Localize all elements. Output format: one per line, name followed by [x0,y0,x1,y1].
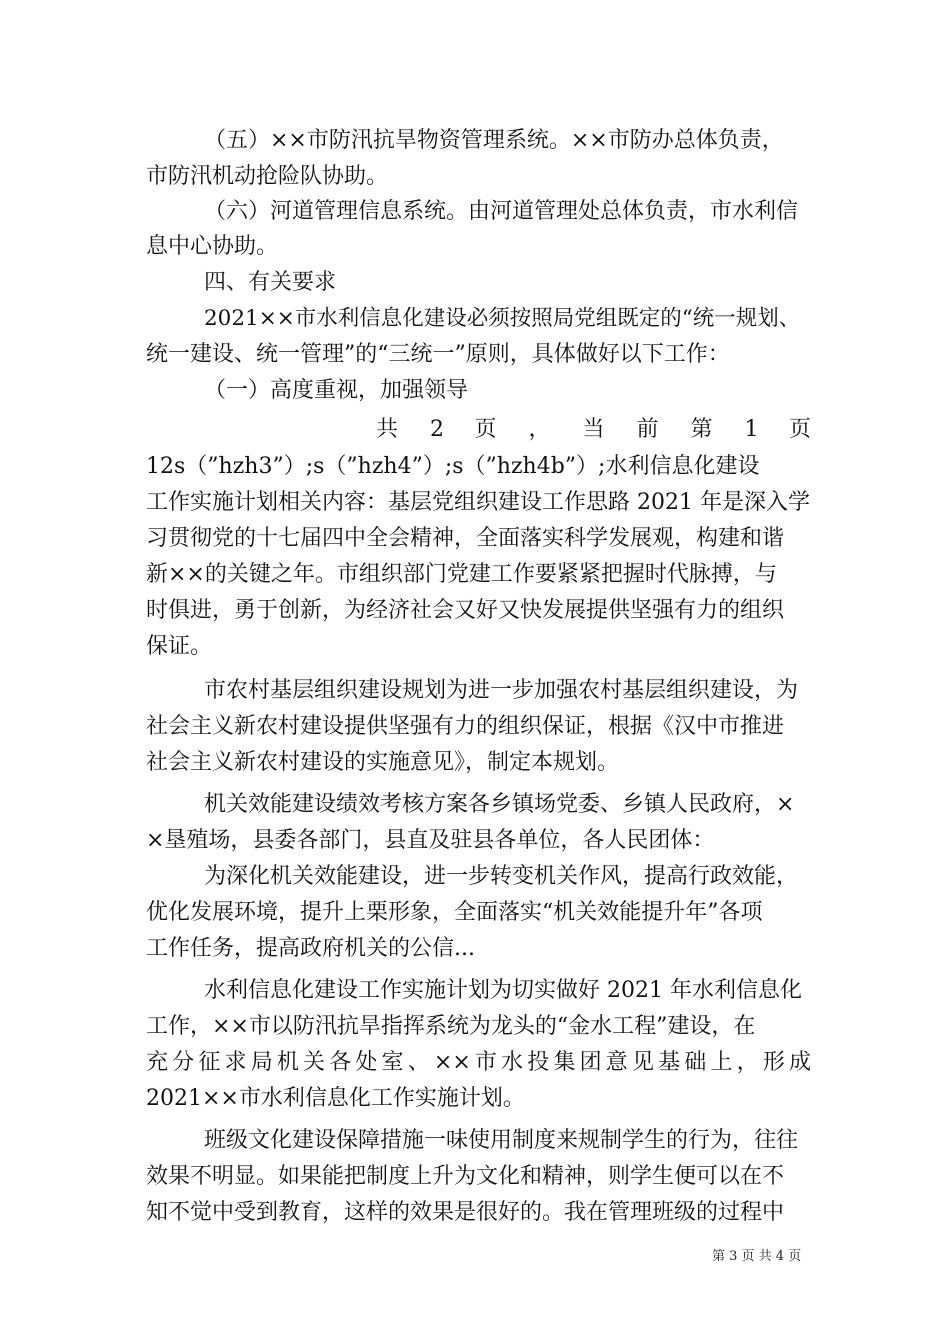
text-line: 社会主义新农村建设的实施意见》，制定本规划。 [146,750,620,775]
page-footer: 第 3 页 共 4 页 [712,1249,802,1264]
text-line: 习贯彻党的十七届四中全会精神，全面落实科学发展观，构建和谐 [146,526,785,551]
text-line: 2021××市水利信息化建设必须按照局党组既定的“统一规划、 [204,306,801,331]
text-line: （五）××市防汛抗旱物资管理系统。××市防办总体负责， [204,128,784,153]
text-line: ×垦殖场，县委各部门，县直及驻县各单位，各人民团体： [146,828,715,853]
text-line: 市防汛机动抢险队协助。 [146,164,389,189]
text-line: 水利信息化建设工作实施计划为切实做好 2021 年水利信息化 [204,978,802,1003]
text-line: 市农村基层组织建设规划为进一步加强农村基层组织建设，为 [204,678,799,703]
text-line: 为深化机关效能建设，进一步转变机关作风，提高行政效能， [204,864,799,889]
text-line: 充分征求局机关各处室、××市水投集团意见基础上，形成 [146,1050,811,1075]
text-line: 2021××市水利信息化工作实施计划。 [146,1086,525,1111]
text-line: （六）河道管理信息系统。由河道管理处总体负责，市水利信 [204,199,799,224]
text-line: 知不觉中受到教育，这样的效果是很好的。我在管理班级的过程中 [146,1200,785,1225]
text-line: 新××的关键之年。市组织部门党建工作要紧紧把握时代脉搏，与 [146,562,777,587]
text-line: 工作实施计划相关内容：基层党组织建设工作思路 2021 年是深入学 [146,490,810,515]
text-line: 12s（”hzh3”）;s（”hzh4”）;s（”hzh4b”）;水利信息化建设 [146,454,760,479]
section-heading: 四、有关要求 [204,270,337,295]
text-line: 班级文化建设保障措施一味使用制度来规制学生的行为，往往 [204,1128,799,1153]
subsection-heading: （一）高度重视，加强领导 [204,378,469,403]
text-line: 息中心协助。 [146,234,279,259]
page-counter-text: 共 2 页 ， 当 前 第 1 页 [376,417,811,442]
text-line: 工作，××市以防汛抗旱指挥系统为龙头的“金水工程”建设，在 [146,1014,756,1039]
text-line: 优化发展环境，提升上栗形象，全面落实“机关效能提升年”各项 [146,900,763,925]
text-line: 统一建设、统一管理”的“三统一”原则，具体做好以下工作： [146,342,730,367]
text-line: 保证。 [146,634,213,659]
text-line: 社会主义新农村建设提供坚强有力的组织保证，根据《汉中市推进 [146,714,785,739]
text-line: 工作任务，提高政府机关的公信... [146,936,475,961]
text-line: 效果不明显。如果能把制度上升为文化和精神，则学生便可以在不 [146,1164,785,1189]
text-line: 时俱进，勇于创新，为经济社会又好又快发展提供坚强有力的组织 [146,598,785,623]
text-line: 机关效能建设绩效考核方案各乡镇场党委、乡镇人民政府，× [204,792,795,817]
